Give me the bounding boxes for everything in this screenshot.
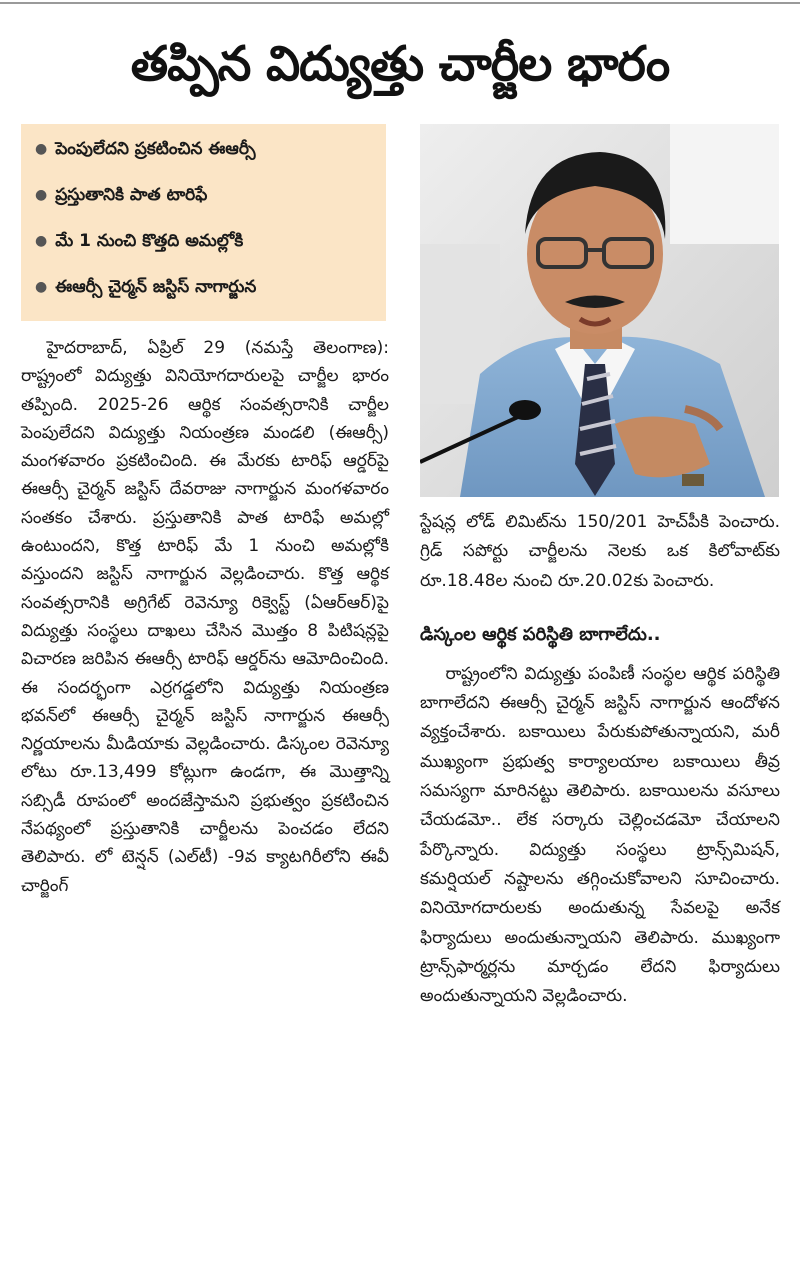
bullet-icon: ● (35, 187, 48, 203)
article-column-left (21, 334, 389, 900)
photo-illustration (420, 124, 779, 497)
highlight-text: ఈఆర్సీ చైర్మన్ జస్టిస్ నాగార్జున (55, 277, 257, 297)
highlights-list (35, 138, 378, 322)
highlight-text: మే 1 నుంచి కొత్తది అమల్లోకి (55, 231, 244, 251)
bullet-icon: ● (35, 233, 48, 249)
highlight-text: పెంపులేదని ప్రకటించిన ఈఆర్సీ (55, 139, 256, 159)
highlight-text: ప్రస్తుతానికి పాత టారిఫే (55, 185, 208, 205)
highlight-item (35, 184, 378, 230)
bullet-icon: ● (35, 141, 48, 157)
highlight-item (35, 276, 378, 322)
article-column-right (420, 508, 780, 1011)
article-paragraph: రాష్ట్రంలోని విద్యుత్తు పంపిణీ సంస్థల ఆర్థిక పరిస్థితి బాగాలేదని ఈఆర్సీ చైర్మన్ జస్టిస్ నాగార్జున ఆందోళన వ్యక్తంచేశారు. బకాయిలు పేరుకుపోతున్నాయని, మరీ ముఖ్యంగా ప్రభుత్వ కార్యాలయాల బకాయిలు తీవ్ర సమస్యగా మారినట్టు తెలిపారు. బకాయిలను వసూలు చేయడమో.. లేక సర్కారు చెల్లించడమో చేయాలని పేర్కొన్నారు. విద్యుత్తు సంస్థలు ట్రాన్స్‌మిషన్, కమర్షియల్ నష్టాలను తగ్గించుకోవాలని సూచించారు. వినియోగదారులకు అందుతున్న సేవలపై అనేక ఫిర్యాదులు అందుతున్నాయని తెలిపారు. ముఖ్యంగా ట్రాన్స్‌ఫార్మర్లను మార్చడం లేదని ఫిర్యాదులు అందుతున్నాయని వెల్లడించారు. (420, 663, 780, 1007)
bullet-icon: ● (35, 279, 48, 295)
highlight-item (35, 138, 378, 184)
top-rule (0, 2, 800, 4)
article-paragraph: స్టేషన్ల లోడ్ లిమిట్‌ను 150/201 హెచ్‌పీకి పెంచారు. గ్రిడ్ సపోర్టు చార్జీలను నెలకు ఒక కిలోవాట్‌కు రూ.18.48ల నుంచి రూ.20.02కు పెంచారు. (420, 512, 780, 591)
highlight-item (35, 230, 378, 276)
section-subheading: డిస్కంల ఆర్థిక పరిస్థితి బాగాలేదు.. (420, 623, 661, 645)
highlights-box (21, 124, 386, 321)
person-at-microphone-photo (420, 124, 779, 497)
article-paragraph: హైదరాబాద్, ఏప్రిల్ 29 (నమస్తే తెలంగాణ): రాష్ట్రంలో విద్యుత్తు వినియోగదారులపై చార్జీల భారం తప్పింది. 2025-26 ఆర్థిక సంవత్సరానికి చార్జీల పెంపులేదని విద్యుత్తు నియంత్రణ మండలి (ఈఆర్సీ) మంగళవారం ప్రకటించింది. ఈ మేరకు టారిఫ్ ఆర్డర్‌పై ఈఆర్సీ చైర్మన్ జస్టిస్ దేవరాజు నాగార్జున మంగళవారం సంతకం చేశారు. ప్రస్తుతానికి పాత టారిఫే అమల్లో ఉంటుందని, కొత్త టారిఫ్ మే 1 నుంచి అమల్లోకి వస్తుందని జస్టిస్ నాగార్జున వెల్లడించారు. కొత్త ఆర్థిక సంవత్సరానికి అగ్రిగేట్ రెవెన్యూ రిక్వెస్ట్ (ఏఆర్ఆర్)పై విద్యుత్తు సంస్థలు దాఖలు చేసిన మొత్తం 8 పిటిషన్లపై విచారణ జరిపిన ఈఆర్సీ టారిఫ్ ఆర్డర్‌ను ఆమోదించింది. ఈ సందర్భంగా ఎర్రగడ్డలోని విద్యుత్తు నియంత్రణ భవన్‌లో ఈఆర్సీ చైర్మన్ జస్టిస్ నాగార్జున ఈఆర్సీ నిర్ణయాలను మీడియాకు వెల్లడించారు. డిస్కంల రెవెన్యూ లోటు రూ.13,499 కోట్లుగా ఉండగా, ఈ మొత్తాన్ని సబ్సిడీ రూపంలో అందజేస్తామని ప్రభుత్వం ప్రకటించిన నేపథ్యంలో ప్రస్తుతానికి చార్జీలను పెంచడం లేదని తెలిపారు. లో టెన్షన్ (ఎల్‌టీ) -9వ క్యాటగిరీలోని ఈవీ చార్జింగ్ (21, 338, 389, 896)
headline: తప్పిన విద్యుత్తు చార్జీల భారం (130, 36, 670, 92)
